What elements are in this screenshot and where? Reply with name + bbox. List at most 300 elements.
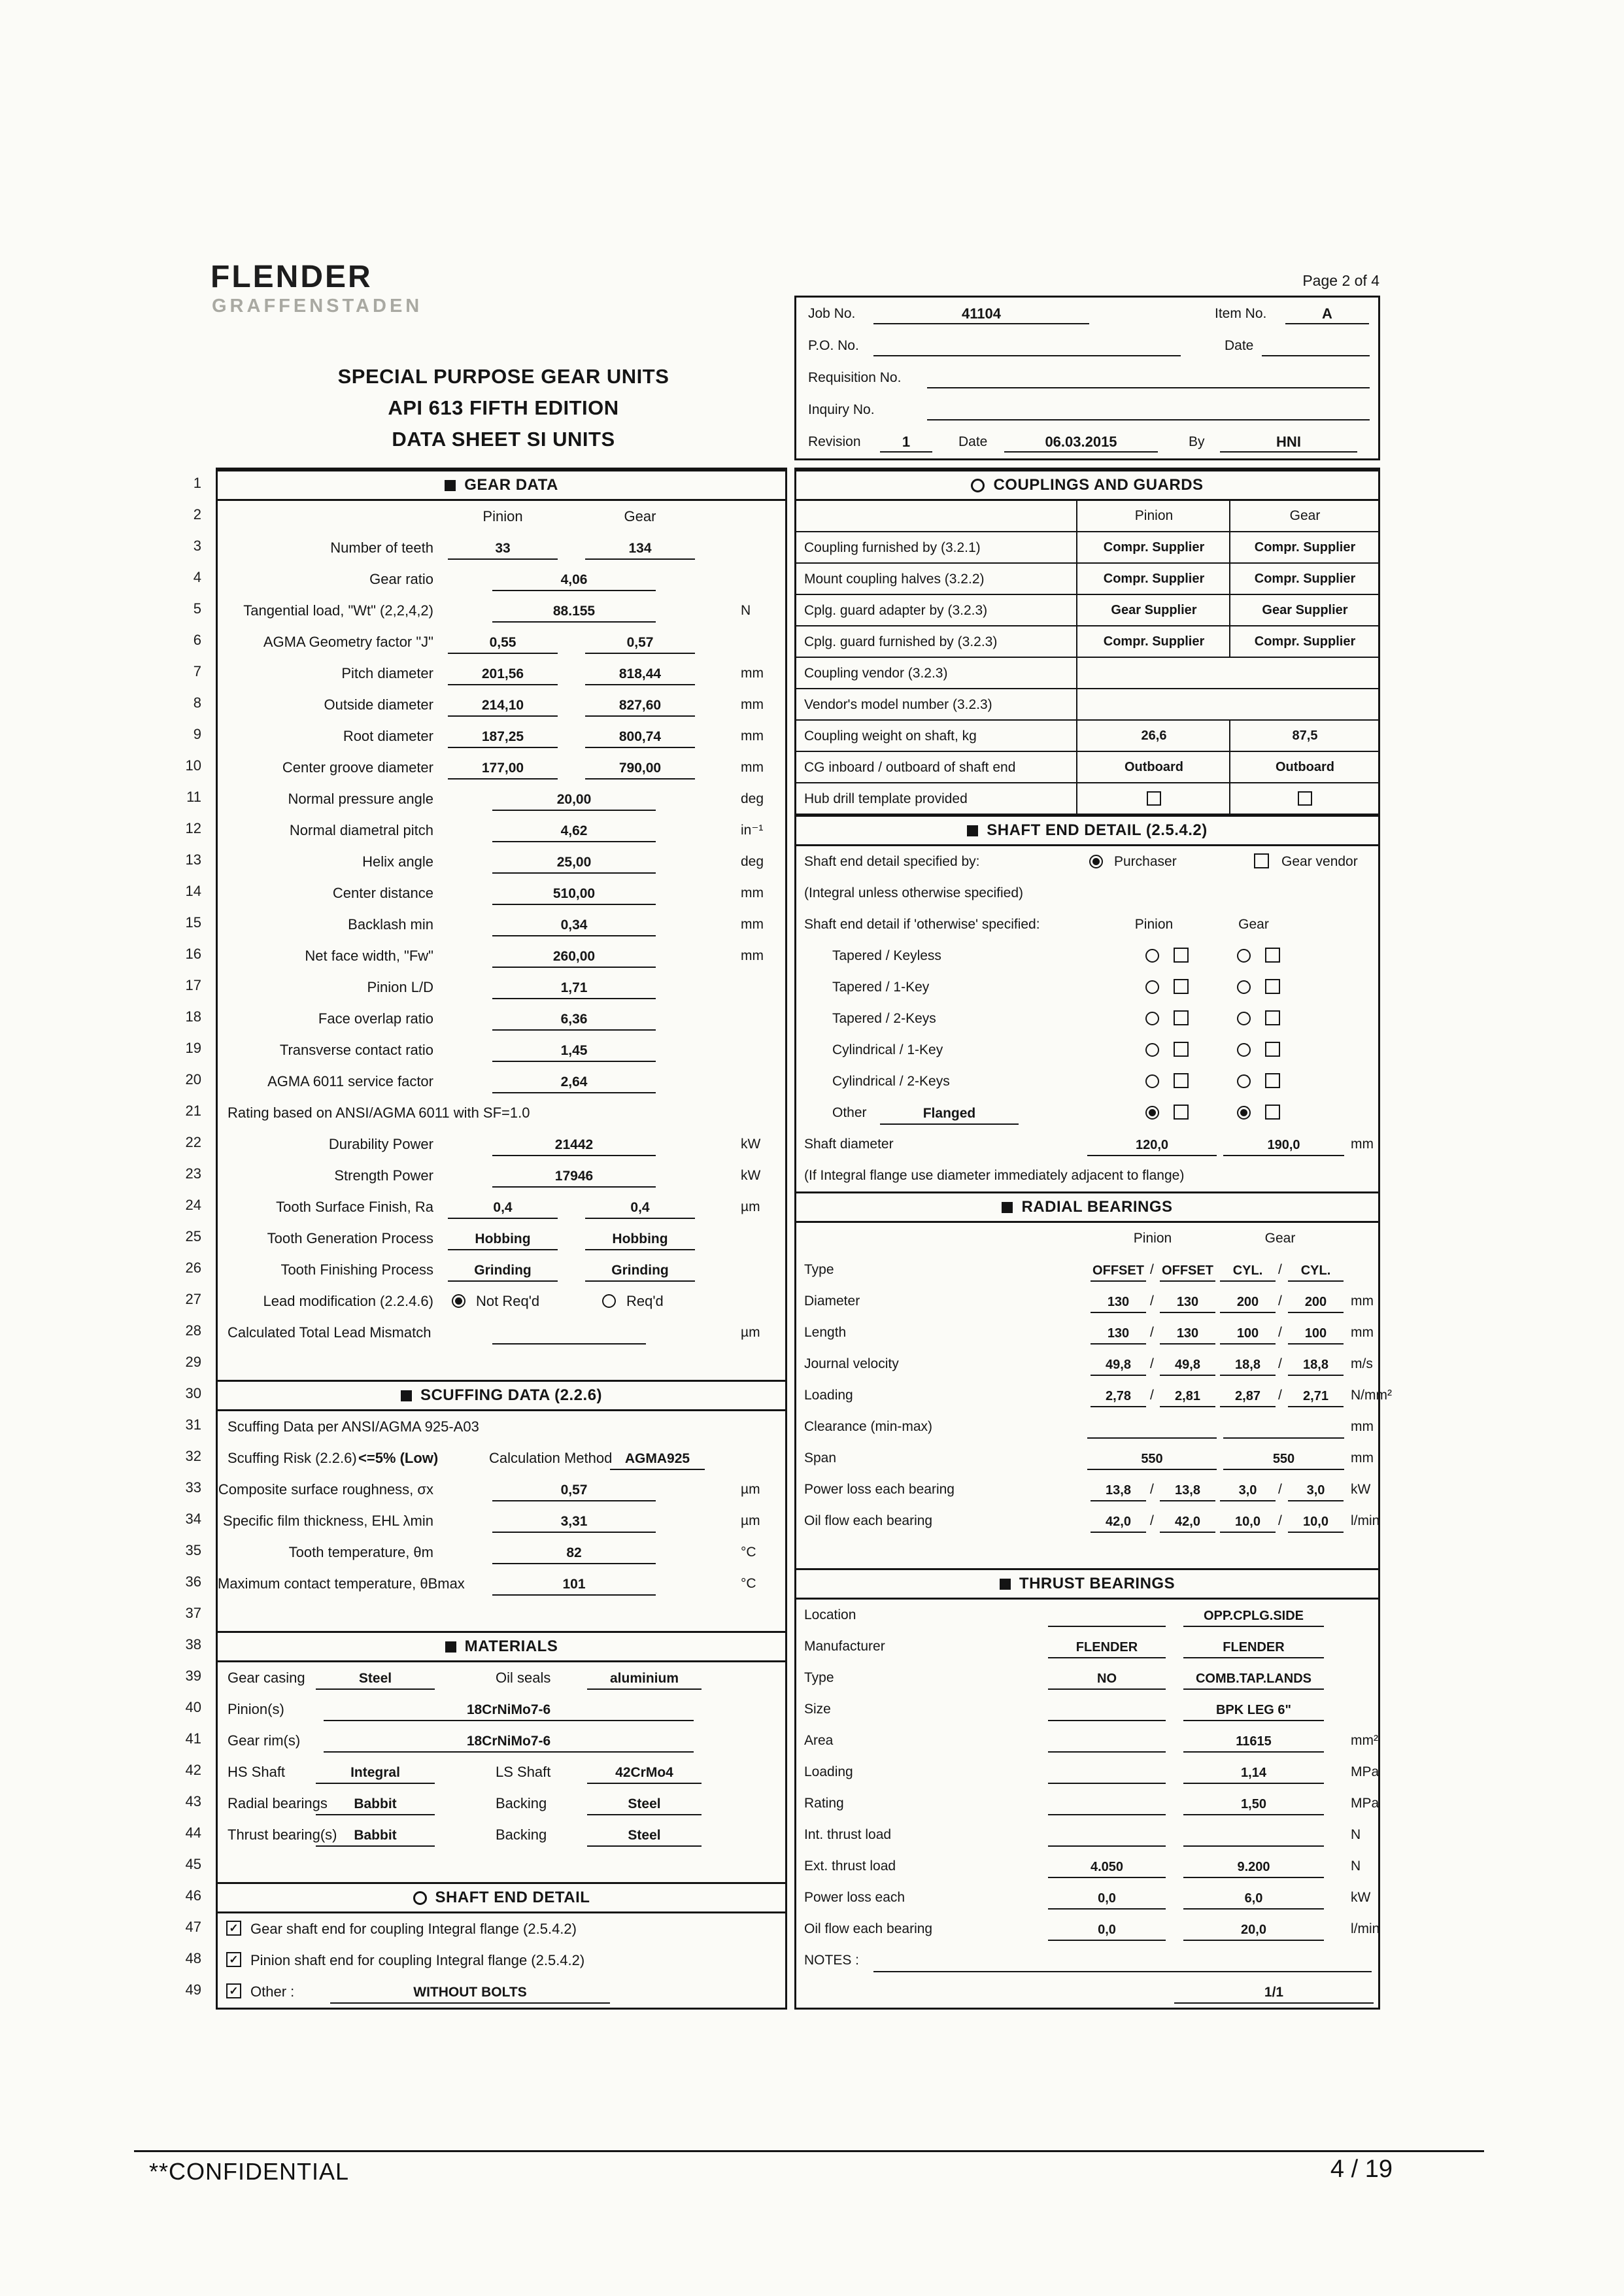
unit-label: N — [741, 603, 751, 618]
unit-label: N/mm² — [1351, 1388, 1392, 1403]
value: 82 — [492, 1542, 656, 1564]
line-number: 1 — [193, 475, 201, 491]
checkbox-icon — [1174, 1105, 1189, 1120]
couplings-bearings-table — [794, 468, 1392, 2010]
gear-value: FLENDER — [1183, 1636, 1324, 1658]
pinion-value — [1048, 1793, 1166, 1815]
gear-value: 818,44 — [585, 663, 695, 685]
line-number: 43 — [185, 1793, 201, 1809]
gear-value-2: 18,8 — [1288, 1354, 1344, 1376]
sheet-number: 1/1 — [1174, 1981, 1374, 2004]
right-row-39 — [796, 1662, 1378, 1694]
gear-value: 0,4 — [585, 1197, 695, 1219]
row-label: Pinion shaft end for coupling Integral flange (2.5.4.2) — [250, 1952, 585, 1968]
pinion-value-1: OFFSET — [1091, 1259, 1146, 1282]
row-label: Journal velocity — [804, 1356, 899, 1371]
gear-value-2: 100 — [1288, 1322, 1344, 1345]
pinion-value: 0,0 — [1048, 1919, 1166, 1941]
line-number: 5 — [193, 600, 201, 617]
line-number: 35 — [185, 1542, 201, 1558]
pinion-value: 201,56 — [448, 663, 558, 685]
gear-value-1: CYL. — [1220, 1259, 1276, 1282]
pinion-value: 33 — [448, 538, 558, 560]
right-row-42 — [796, 1756, 1378, 1788]
line-number: 24 — [185, 1197, 201, 1213]
gear-value: 800,74 — [585, 726, 695, 748]
row-label: Cplg. guard adapter by (3.2.3) — [804, 603, 988, 618]
line-number: 3 — [193, 538, 201, 554]
slash: / — [1150, 1325, 1154, 1340]
unit-label: mm — [1351, 1137, 1374, 1152]
gear-value: Outboard — [1229, 752, 1379, 782]
line-number: 36 — [185, 1573, 201, 1590]
right-row-47 — [796, 1913, 1378, 1945]
unit-label: N — [1351, 1827, 1361, 1842]
row-label: Other — [832, 1105, 867, 1120]
row-label-2: Backing — [496, 1826, 547, 1843]
value: 88.155 — [492, 600, 656, 623]
right-row-33 — [796, 1474, 1378, 1505]
slash: / — [1150, 1356, 1154, 1371]
row-label: Normal pressure angle — [288, 791, 433, 807]
radio-icon — [1145, 1012, 1159, 1025]
pinion-value-2: 42,0 — [1160, 1511, 1215, 1533]
title-line-3: DATA SHEET SI UNITS — [392, 428, 615, 451]
left-row-22 — [218, 1129, 785, 1160]
line-number: 11 — [186, 789, 201, 805]
unit-label: mm — [741, 728, 764, 744]
left-row-1 — [218, 470, 785, 501]
pinion-value — [1048, 1730, 1166, 1753]
right-row-8 — [796, 689, 1378, 721]
slash: / — [1278, 1356, 1282, 1371]
item-no-label: Item No. — [1215, 306, 1267, 321]
row-label: Center groove diameter — [282, 759, 433, 776]
row-label: Center distance — [332, 885, 433, 901]
line-number: 15 — [185, 914, 201, 931]
pinion-value — [1048, 1605, 1166, 1627]
row-label: Shaft diameter — [804, 1137, 894, 1152]
right-row-30 — [796, 1380, 1392, 1411]
line-number: 41 — [185, 1730, 201, 1747]
right-row-43 — [796, 1788, 1378, 1819]
checkbox-icon: ✓ — [226, 1983, 241, 1998]
left-row-20 — [218, 1066, 785, 1097]
job-no-value: 41104 — [873, 303, 1089, 324]
radio-icon — [1089, 855, 1103, 868]
line-number: 14 — [185, 883, 201, 899]
row-label: Thrust bearing(s) — [228, 1826, 337, 1843]
revision-row — [796, 426, 1378, 458]
pinion-value — [1048, 1699, 1166, 1721]
radio-icon — [1145, 949, 1159, 963]
right-row-46 — [796, 1882, 1378, 1913]
gear-value-2: 2,71 — [1288, 1385, 1344, 1407]
revision-value: 1 — [880, 432, 932, 453]
row-label: Gear rim(s) — [228, 1732, 301, 1749]
job-row — [796, 298, 1378, 330]
line-number: 17 — [185, 977, 201, 993]
row-label: Durability Power — [328, 1136, 433, 1152]
unit-label: l/min — [1351, 1921, 1380, 1936]
line-number: 25 — [185, 1228, 201, 1244]
left-row-46 — [218, 1882, 785, 1913]
row-label: Manufacturer — [804, 1639, 885, 1654]
inquiry-value — [927, 400, 1370, 420]
date-label: Date — [1225, 338, 1254, 353]
value: 0,57 — [492, 1479, 656, 1501]
right-row-23 — [796, 1160, 1378, 1191]
radio-icon — [1237, 949, 1251, 963]
gear-value-1: 200 — [1220, 1291, 1276, 1313]
line-number: 26 — [185, 1259, 201, 1276]
line-number: 4 — [193, 569, 201, 585]
radio-icon — [1237, 1074, 1251, 1088]
radio-icon — [1237, 980, 1251, 994]
value: 1,71 — [492, 977, 656, 999]
section-title: SHAFT END DETAIL — [435, 1889, 590, 1906]
value: 0,34 — [492, 914, 656, 936]
inquiry-row — [796, 394, 1378, 426]
slash: / — [1278, 1513, 1282, 1528]
date-value — [1262, 335, 1370, 356]
gear-value: 1,14 — [1183, 1762, 1324, 1784]
right-row-16 — [796, 940, 1378, 972]
left-row-23 — [218, 1160, 785, 1191]
row-label: Helix angle — [362, 853, 433, 870]
line-number: 46 — [185, 1887, 201, 1904]
pinion-value: 26,6 — [1076, 721, 1230, 751]
right-row-25 — [796, 1223, 1378, 1254]
document-title — [222, 361, 785, 455]
left-row-36 — [218, 1568, 785, 1600]
left-row-35 — [218, 1537, 785, 1568]
line-number: 19 — [185, 1040, 201, 1056]
row-label: Power loss each — [804, 1890, 905, 1905]
right-row-49 — [796, 1976, 1378, 2008]
row-label: Hub drill template provided — [804, 791, 968, 806]
col-header-gear: Gear — [1264, 1231, 1296, 1246]
value-1: Babbit — [316, 1793, 435, 1815]
right-row-28 — [796, 1317, 1378, 1348]
gear-value: Compr. Supplier — [1229, 564, 1379, 594]
right-row-2 — [796, 501, 1378, 532]
row-numbers-column — [163, 468, 201, 2006]
line-number: 20 — [185, 1071, 201, 1088]
checkbox-icon: ✓ — [226, 1952, 241, 1967]
unit-label: kW — [1351, 1482, 1371, 1497]
row-label: Coupling vendor (3.2.3) — [804, 666, 948, 681]
left-row-43 — [218, 1788, 785, 1819]
value: 21442 — [492, 1134, 656, 1156]
col-header-pinion: Pinion — [1076, 501, 1230, 531]
value: 6,36 — [492, 1008, 656, 1031]
row-label: Coupling weight on shaft, kg — [804, 728, 977, 744]
gear-value: 11615 — [1183, 1730, 1324, 1753]
pinion-value: Hobbing — [448, 1228, 558, 1250]
right-row-38 — [796, 1631, 1378, 1662]
radio-icon — [1237, 1043, 1251, 1057]
gear-value-2: 10,0 — [1288, 1511, 1344, 1533]
left-row-19 — [218, 1035, 785, 1066]
line-number: 39 — [185, 1668, 201, 1684]
pinion-value-2: OFFSET — [1160, 1259, 1215, 1282]
row-text: Scuffing Data per ANSI/AGMA 925-A03 — [228, 1418, 479, 1435]
checkbox-icon — [1265, 1105, 1280, 1120]
square-icon — [401, 1390, 412, 1401]
gear-cell — [1229, 783, 1379, 814]
left-row-32 — [218, 1443, 785, 1474]
left-row-24 — [218, 1191, 785, 1223]
checkbox-icon — [1174, 1010, 1189, 1025]
pinion-value: 214,10 — [448, 694, 558, 717]
row-label: Normal diametral pitch — [289, 822, 433, 838]
gear-value: OPP.CPLG.SIDE — [1183, 1605, 1324, 1627]
line-number: 49 — [185, 1981, 201, 1998]
row-label: Loading — [804, 1764, 853, 1779]
gear-value: COMB.TAP.LANDS — [1183, 1668, 1324, 1690]
radio-icon — [1145, 1074, 1159, 1088]
left-row-5 — [218, 595, 785, 626]
gear-value: Hobbing — [585, 1228, 695, 1250]
row-label: Root diameter — [343, 728, 433, 744]
row-label: HS Shaft — [228, 1764, 286, 1780]
row-label: Radial bearings — [228, 1795, 328, 1811]
row-label: Coupling furnished by (3.2.1) — [804, 540, 981, 555]
left-row-41 — [218, 1725, 785, 1756]
row-label: Oil flow each bearing — [804, 1921, 933, 1936]
value-2: Steel — [587, 1825, 702, 1847]
row-label: Gear ratio — [369, 571, 433, 587]
right-row-5 — [796, 595, 1378, 626]
col-header-pinion: Pinion — [1133, 1231, 1172, 1246]
line-number: 38 — [185, 1636, 201, 1653]
unit-label: mm — [741, 666, 764, 681]
row-label-2: Backing — [496, 1795, 547, 1811]
left-row-7 — [218, 658, 785, 689]
left-row-9 — [218, 721, 785, 752]
row-label: Pitch diameter — [341, 665, 433, 681]
page-indicator: Page 2 of 4 — [1302, 272, 1379, 289]
left-row-25 — [218, 1223, 785, 1254]
rev-date-label: Date — [958, 434, 988, 449]
pinion-value: 0,0 — [1048, 1887, 1166, 1910]
row-label: Span — [804, 1450, 837, 1465]
line-number: 27 — [185, 1291, 201, 1307]
col-header-gear: Gear — [1229, 501, 1379, 531]
gear-value-1: 10,0 — [1220, 1511, 1276, 1533]
row-label: Strength Power — [334, 1167, 433, 1184]
right-row-15 — [796, 909, 1378, 940]
gear-value: Compr. Supplier — [1229, 532, 1379, 562]
row-label: Power loss each bearing — [804, 1482, 955, 1497]
checkbox-icon — [1265, 948, 1280, 963]
line-number: 44 — [185, 1825, 201, 1841]
right-row-22 — [796, 1129, 1378, 1160]
value: 18CrNiMo7-6 — [324, 1699, 694, 1721]
row-label: Shaft end detail if 'otherwise' specified: — [804, 917, 1040, 932]
gear-value: 190,0 — [1223, 1134, 1344, 1156]
left-row-2 — [218, 501, 785, 532]
left-row-13 — [218, 846, 785, 878]
value: 17946 — [492, 1165, 656, 1188]
pinion-value: 0,55 — [448, 632, 558, 654]
checkbox-icon — [1174, 979, 1189, 994]
left-row-38 — [218, 1631, 785, 1662]
gear-value: 134 — [585, 538, 695, 560]
pinion-value-1: 130 — [1091, 1291, 1146, 1313]
section-title: GEAR DATA — [464, 476, 558, 494]
left-row-48 — [218, 1945, 785, 1976]
line-number: 10 — [185, 757, 201, 774]
line-number: 45 — [185, 1856, 201, 1872]
right-row-18 — [796, 1003, 1378, 1035]
left-row-49 — [218, 1976, 785, 2008]
unit-label: kW — [1351, 1890, 1371, 1905]
option-label: Not Req'd — [476, 1293, 540, 1309]
row-label: Other : — [250, 1983, 295, 2000]
unit-label: mm — [741, 885, 764, 900]
row-label: AGMA 6011 service factor — [267, 1073, 433, 1089]
slash: / — [1150, 1482, 1154, 1497]
left-row-42 — [218, 1756, 785, 1788]
pinion-value: 187,25 — [448, 726, 558, 748]
value: 4,62 — [492, 820, 656, 842]
left-row-18 — [218, 1003, 785, 1035]
pinion-value: Gear Supplier — [1076, 595, 1230, 625]
unit-label: mm — [741, 917, 764, 932]
radio-icon — [1145, 1043, 1159, 1057]
empty-cell — [1076, 689, 1379, 719]
slash: / — [1278, 1294, 1282, 1309]
pinion-value — [1048, 1825, 1166, 1847]
right-row-19 — [796, 1035, 1378, 1066]
line-number: 23 — [185, 1165, 201, 1182]
square-icon — [445, 1641, 456, 1653]
right-row-44 — [796, 1819, 1378, 1851]
checkbox-icon — [1174, 1042, 1189, 1057]
value-1: Steel — [316, 1668, 435, 1690]
sheet-page-number: 4 / 19 — [1330, 2155, 1393, 2183]
pinion-value-1: 49,8 — [1091, 1354, 1146, 1376]
pinion-value: Outboard — [1076, 752, 1230, 782]
slash: / — [1150, 1262, 1154, 1277]
job-info-box — [794, 296, 1380, 460]
pinion-value-2: 130 — [1160, 1291, 1215, 1313]
line-number: 2 — [193, 506, 201, 523]
pinion-value: 177,00 — [448, 757, 558, 780]
radio-icon — [1145, 1106, 1159, 1120]
pinion-value-2: 13,8 — [1160, 1479, 1215, 1501]
radio-icon — [1237, 1012, 1251, 1025]
left-row-15 — [218, 909, 785, 940]
square-icon — [1002, 1202, 1013, 1213]
checkbox-icon — [1174, 1073, 1189, 1088]
left-row-30 — [218, 1380, 785, 1411]
unit-label: MPa — [1351, 1764, 1379, 1779]
right-row-4 — [796, 564, 1378, 595]
line-number: 42 — [185, 1762, 201, 1778]
right-row-35 — [796, 1537, 1378, 1568]
line-number: 37 — [185, 1605, 201, 1621]
gear-value: 827,60 — [585, 694, 695, 717]
po-label: P.O. No. — [808, 338, 859, 353]
row-label: Cylindrical / 1-Key — [832, 1042, 943, 1057]
row-label: Tapered / Keyless — [832, 948, 941, 963]
value-2: 42CrMo4 — [587, 1762, 702, 1784]
row-label: Int. thrust load — [804, 1827, 892, 1842]
gear-data-table — [216, 468, 787, 2010]
slash: / — [1150, 1513, 1154, 1528]
pinion-value-2: 49,8 — [1160, 1354, 1215, 1376]
row-label: Cylindrical / 2-Keys — [832, 1074, 950, 1089]
line-number: 30 — [185, 1385, 201, 1401]
slash: / — [1278, 1388, 1282, 1403]
gear-value-2: 200 — [1288, 1291, 1344, 1313]
gear-value: Grinding — [585, 1259, 695, 1282]
row-label: Tooth Generation Process — [267, 1230, 433, 1246]
unit-label: mm — [741, 948, 764, 963]
line-number: 7 — [193, 663, 201, 679]
row-label: Size — [804, 1702, 831, 1717]
left-row-45 — [218, 1851, 785, 1882]
checkbox-icon — [1147, 791, 1161, 806]
row-text: (If Integral flange use diameter immediately adjacent to flange) — [804, 1168, 1185, 1183]
pinion-value — [1087, 1416, 1217, 1439]
left-row-33 — [218, 1474, 785, 1505]
slash: / — [1278, 1325, 1282, 1340]
line-number: 6 — [193, 632, 201, 648]
left-row-11 — [218, 783, 785, 815]
title-line-2: API 613 FIFTH EDITION — [388, 396, 619, 419]
line-number: 47 — [185, 1919, 201, 1935]
row-text: Rating based on ANSI/AGMA 6011 with SF=1.0 — [228, 1105, 530, 1121]
row-label: Transverse contact ratio — [279, 1042, 433, 1058]
left-row-8 — [218, 689, 785, 721]
gear-value-1: 100 — [1220, 1322, 1276, 1345]
right-row-7 — [796, 658, 1378, 689]
checkbox-icon — [1265, 1073, 1280, 1088]
line-number: 9 — [193, 726, 201, 742]
row-label: NOTES : — [804, 1953, 860, 1968]
left-row-16 — [218, 940, 785, 972]
row-label: Type — [804, 1670, 834, 1685]
unit-label: kW — [741, 1168, 761, 1183]
right-row-11 — [796, 783, 1378, 815]
option-label: Req'd — [626, 1293, 664, 1309]
unit-label: N — [1351, 1859, 1361, 1874]
value: 20,00 — [492, 789, 656, 811]
radio-icon — [602, 1294, 616, 1308]
footer-rule — [134, 2150, 1484, 2152]
unit-label: l/min — [1351, 1513, 1380, 1528]
row-label: Tooth Finishing Process — [280, 1261, 433, 1278]
row-label: Calculated Total Lead Mismatch — [228, 1324, 431, 1341]
row-label: Pinion(s) — [228, 1701, 284, 1717]
left-row-14 — [218, 878, 785, 909]
unit-label: mm — [1351, 1325, 1374, 1340]
line-number: 48 — [185, 1950, 201, 1966]
empty-cell — [1076, 658, 1379, 688]
row-label: Area — [804, 1733, 834, 1748]
unit-label: in⁻¹ — [741, 823, 764, 838]
right-row-31 — [796, 1411, 1378, 1443]
row-label: CG inboard / outboard of shaft end — [804, 760, 1016, 775]
row-label-2: Calculation Method — [489, 1450, 613, 1466]
option-label: Gear vendor — [1281, 854, 1358, 869]
notes-line — [873, 1950, 1372, 1972]
row-label: Diameter — [804, 1294, 860, 1309]
